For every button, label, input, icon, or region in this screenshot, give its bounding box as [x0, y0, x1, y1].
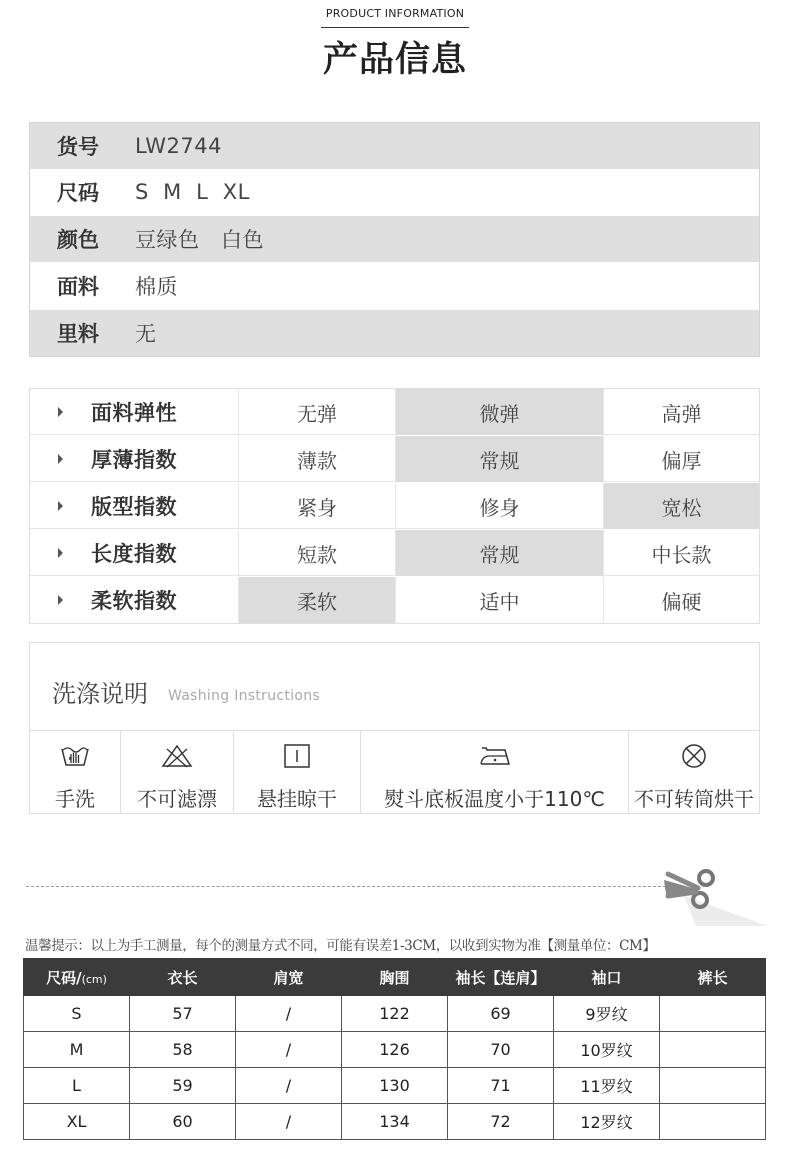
table-cell: 60	[130, 1104, 236, 1140]
index-row	[30, 530, 759, 576]
iron-icon	[361, 741, 628, 771]
table-cell: 58	[130, 1032, 236, 1068]
info-label: 里料	[57, 322, 99, 346]
table-cell: L	[24, 1068, 130, 1104]
index-option: 宽松	[603, 483, 759, 529]
product-index-table	[29, 388, 760, 624]
table-cell	[660, 1104, 766, 1140]
index-label	[30, 530, 238, 576]
table-cell: 11罗纹	[554, 1068, 660, 1104]
info-label: 尺码	[57, 181, 99, 205]
info-row-item-no	[30, 123, 759, 169]
index-option: 常规	[395, 530, 603, 576]
column-header-size: 尺码/(cm)	[24, 959, 130, 996]
table-cell: 9罗纹	[554, 996, 660, 1032]
info-label: 面料	[57, 275, 99, 299]
info-row-fabric	[30, 263, 759, 309]
table-cell: 57	[130, 996, 236, 1032]
index-option: 薄款	[238, 436, 395, 482]
index-option: 修身	[395, 483, 603, 529]
wash-item-hang-dry	[233, 731, 360, 814]
info-label: 颜色	[57, 228, 99, 252]
page-title: 产品信息	[322, 40, 467, 80]
index-option: 紧身	[238, 483, 395, 529]
table-cell: 59	[130, 1068, 236, 1104]
caret-right-icon	[58, 454, 63, 464]
wash-label: 熨斗底板温度小于110℃	[384, 787, 605, 811]
hang-dry-icon	[234, 741, 360, 771]
header-subtitle: PRODUCT INFORMATION	[325, 7, 465, 20]
index-label	[30, 389, 238, 435]
column-header: 衣长	[130, 959, 236, 996]
index-option: 常规	[395, 436, 603, 482]
table-cell	[660, 1032, 766, 1068]
washing-subtitle: Washing Instructions	[168, 688, 321, 704]
header-divider	[321, 27, 469, 28]
table-cell	[660, 1068, 766, 1104]
table-cell: M	[24, 1032, 130, 1068]
wash-label: 不可转筒烘干	[634, 787, 754, 811]
index-label-text: 柔软指数	[91, 589, 177, 613]
info-value: LW2744	[135, 134, 222, 158]
index-option: 偏硬	[603, 577, 759, 623]
size-table-header	[24, 959, 766, 996]
column-header: 胸围	[342, 959, 448, 996]
table-cell: /	[236, 1104, 342, 1140]
measurement-note: 温馨提示：以上为手工测量，每个的测量方式不同，可能有误差1-3CM，以收到实物为准【测量单位：CM】	[25, 938, 656, 954]
info-value: S M L XL	[135, 180, 250, 204]
index-option: 柔软	[238, 577, 395, 623]
index-option: 短款	[238, 530, 395, 576]
table-cell: 126	[342, 1032, 448, 1068]
index-row	[30, 483, 759, 529]
table-row	[24, 996, 766, 1032]
info-value: 豆绿色 白色	[135, 228, 265, 252]
table-row	[24, 1068, 766, 1104]
column-header: 肩宽	[236, 959, 342, 996]
washing-instructions	[29, 642, 760, 814]
index-label	[30, 483, 238, 529]
index-option: 高弹	[603, 389, 759, 435]
index-row	[30, 436, 759, 482]
index-label-text: 厚薄指数	[91, 448, 177, 472]
index-label	[30, 577, 238, 623]
table-cell: 134	[342, 1104, 448, 1140]
index-label-text: 面料弹性	[91, 401, 177, 425]
index-row	[30, 389, 759, 435]
wash-label: 不可滤漂	[137, 787, 217, 811]
hand-wash-icon	[30, 741, 120, 771]
column-header: 袖口	[554, 959, 660, 996]
table-cell: 69	[448, 996, 554, 1032]
info-label: 货号	[57, 135, 99, 159]
column-header: 裤长	[660, 959, 766, 996]
table-row	[24, 1032, 766, 1068]
index-option: 无弹	[238, 389, 395, 435]
table-cell: 130	[342, 1068, 448, 1104]
index-label-text: 长度指数	[91, 542, 177, 566]
caret-right-icon	[58, 407, 63, 417]
wash-label: 悬挂晾干	[257, 787, 337, 811]
table-cell: S	[24, 996, 130, 1032]
table-cell: 10罗纹	[554, 1032, 660, 1068]
wash-item-iron	[360, 731, 628, 814]
info-row-color	[30, 216, 759, 262]
index-option: 适中	[395, 577, 603, 623]
washing-title: 洗涤说明	[52, 680, 148, 708]
table-cell: 70	[448, 1032, 554, 1068]
index-option: 偏厚	[603, 436, 759, 482]
table-cell: 122	[342, 996, 448, 1032]
wash-label: 手洗	[55, 787, 95, 811]
table-cell: XL	[24, 1104, 130, 1140]
size-chart-table	[23, 958, 766, 1140]
info-value: 无	[135, 322, 157, 346]
info-row-size	[30, 169, 759, 215]
scissors-icon	[656, 866, 768, 932]
wash-item-hand-wash	[30, 731, 120, 814]
table-cell	[660, 996, 766, 1032]
caret-right-icon	[58, 595, 63, 605]
table-cell: 12罗纹	[554, 1104, 660, 1140]
table-cell: /	[236, 996, 342, 1032]
index-option: 微弹	[395, 389, 603, 435]
index-label	[30, 436, 238, 482]
table-row	[24, 1104, 766, 1140]
dashed-cut-line	[26, 886, 676, 887]
table-cell: 71	[448, 1068, 554, 1104]
column-header: 袖长【连肩】	[448, 959, 554, 996]
table-cell: 72	[448, 1104, 554, 1140]
index-label-text: 版型指数	[91, 495, 177, 519]
table-cell: /	[236, 1068, 342, 1104]
table-cell: /	[236, 1032, 342, 1068]
index-row	[30, 577, 759, 623]
index-option: 中长款	[603, 530, 759, 576]
info-value: 棉质	[135, 275, 178, 299]
product-info-table	[29, 122, 760, 357]
no-tumble-dry-icon	[629, 741, 759, 771]
caret-right-icon	[58, 501, 63, 511]
caret-right-icon	[58, 548, 63, 558]
info-row-lining	[30, 310, 759, 356]
wash-item-no-tumble-dry	[628, 731, 759, 814]
no-bleach-icon	[121, 741, 233, 771]
wash-item-no-bleach	[120, 731, 233, 814]
